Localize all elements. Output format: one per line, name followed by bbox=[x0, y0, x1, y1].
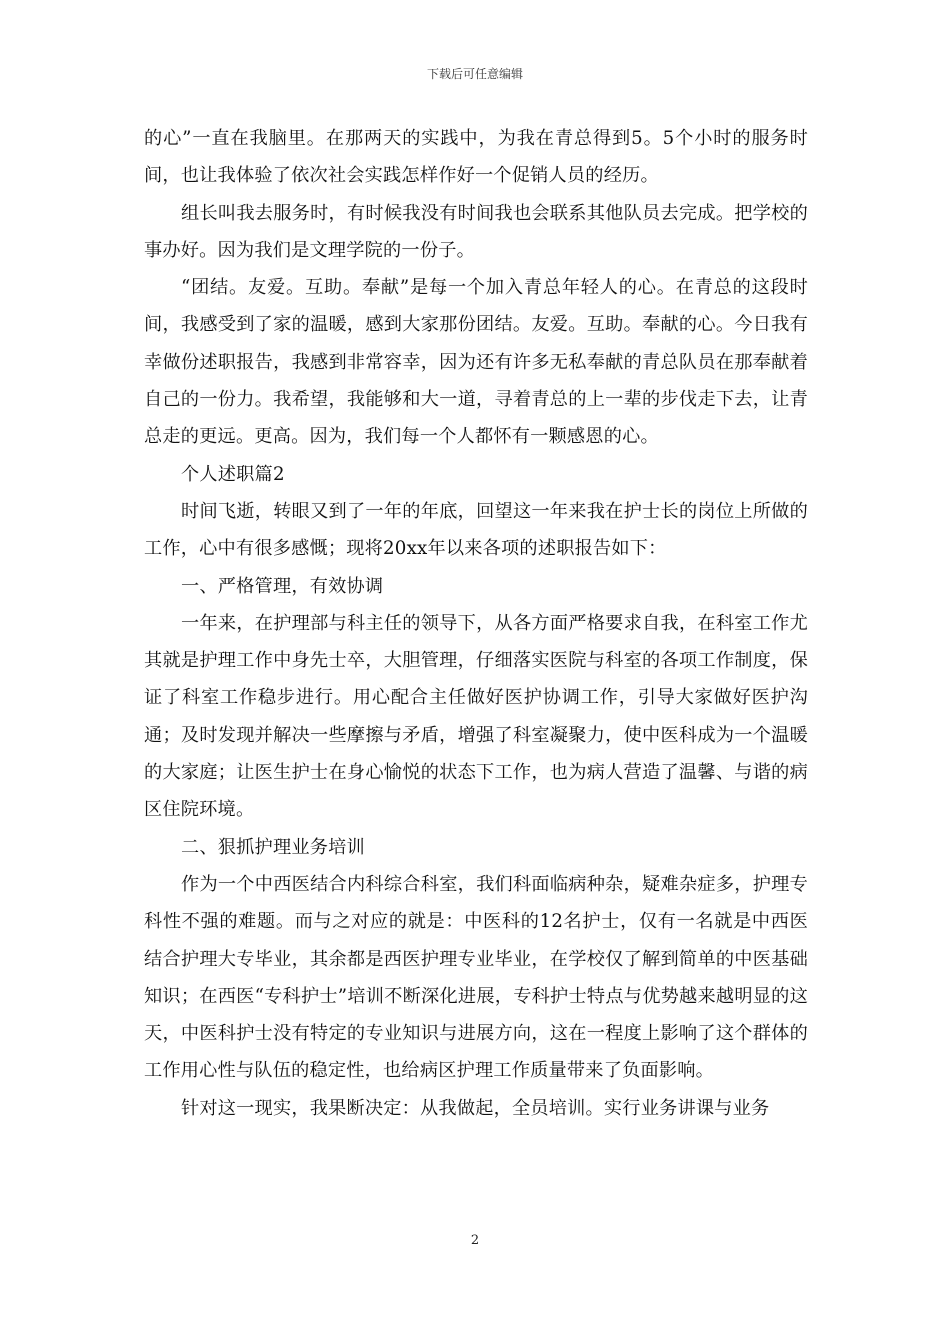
page-number: 2 bbox=[470, 1233, 480, 1248]
paragraph: “团结。友爱。互助。奉献”是每一个加入青总年轻人的心。在青总的这段时间，我感受到了家的温暖，感到大家那份团结。友爱。互助。奉献的心。今日我有幸做份述职报告，我感到非常容幸，因为还有许多无私奉献的青总队员在那奉献着自己的一份力。我希望，我能够和大一道，寻着青总的上一辈的步伐走下去，让青总走的更远。更高。因为，我们每一个人都怀有一颗感恩的心。 bbox=[144, 277, 808, 448]
paragraph: 组长叫我去服务时，有时候我没有时间我也会联系其他队员去完成。把学校的事办好。因为我们是文理学院的一份子。 bbox=[144, 202, 808, 261]
paragraph: 时间飞逝，转眼又到了一年的年底，回望这一年来我在护士长的岗位上所做的工作，心中有很多感慨；现将20xx年以来各项的述职报告如下： bbox=[144, 500, 808, 560]
section-heading: 一、严格管理，有效协调 bbox=[181, 575, 384, 597]
paragraph: 针对这一现实，我果断决定：从我做起，全员培训。实行业务讲课与业务 bbox=[181, 1097, 770, 1119]
page-header-note: 下载后可任意编辑 bbox=[426, 67, 523, 81]
section-heading: 二、狠抓护理业务培训 bbox=[181, 836, 365, 858]
paragraph: 作为一个中西医结合内科综合科室，我们科面临病种杂，疑难杂症多，护理专科性不强的难题。而与之对应的就是：中医科的12名护士，仅有一名就是中西医结合护理大专毕业，其余都是西医护理专业毕业，在学校仅了解到简单的中医基础知识；在西医“专科护士”培训不断深化进展，专科护士特点与优势越来越明显的这天，中医科护士没有特定的专业知识与进展方向，这在一程度上影响了这个群体的工作用心性与队伍的稳定性，也给病区护理工作质量带来了负面影响。 bbox=[144, 873, 808, 1082]
document-body bbox=[144, 120, 808, 1127]
section-heading: 个人述职篇2 bbox=[181, 463, 285, 485]
paragraph: 一年来，在护理部与科主任的领导下，从各方面严格要求自我，在科室工作尤其就是护理工作中身先士卒，大胆管理，仔细落实医院与科室的各项工作制度，保证了科室工作稳步进行。用心配合主任做好医护协调工作，引导大家做好医护沟通；及时发现并解决一些摩擦与矛盾，增强了科室凝聚力，使中医科成为一个温暖的大家庭；让医生护士在身心愉悦的状态下工作，也为病人营造了温馨、与谐的病区住院环境。 bbox=[144, 612, 808, 821]
paragraph: 的心”一直在我脑里。在那两天的实践中，为我在青总得到5。5个小时的服务时间，也让我体验了依次社会实践怎样作好一个促销人员的经历。 bbox=[144, 128, 808, 187]
